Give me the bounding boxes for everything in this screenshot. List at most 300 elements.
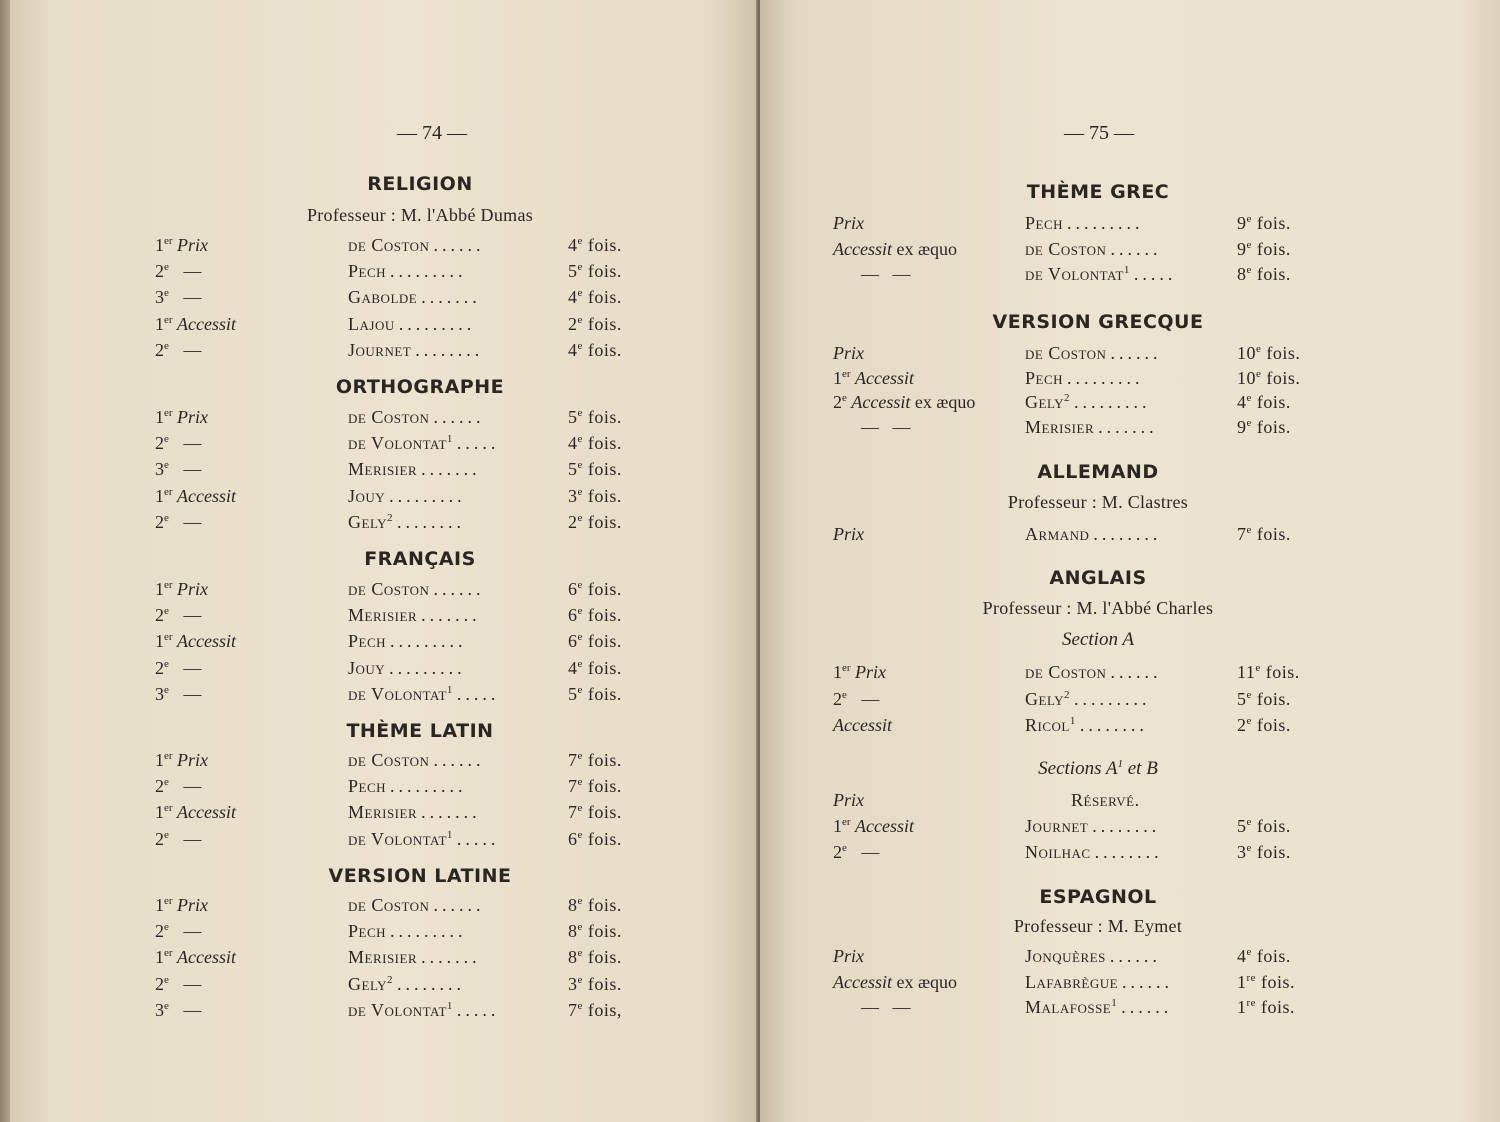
section-title: VERSION GRECQUE (992, 311, 1204, 333)
student-name (1025, 842, 1163, 863)
student-name-text: Lafabrègue (1025, 971, 1119, 992)
student-name (1025, 662, 1161, 683)
student-name (348, 287, 481, 308)
times-word: fois. (1256, 688, 1291, 709)
student-name-text: de Coston (348, 235, 430, 255)
prize-rank (155, 1000, 201, 1021)
rank-ordinal: 1 (833, 662, 842, 682)
award-label: Accessit (833, 715, 892, 735)
times-word: fois. (587, 895, 622, 915)
leader-dots: ....... (421, 802, 481, 823)
times-number: 5 (568, 683, 578, 704)
times-number: 6 (568, 631, 578, 652)
student-name-text: de Coston (1025, 662, 1107, 682)
left-page (10, 0, 758, 1122)
times-number: 4 (568, 235, 578, 255)
times-count (1237, 368, 1300, 389)
superscript: e (577, 802, 583, 815)
superscript: er (164, 750, 173, 762)
times-count (568, 605, 622, 626)
award-label: — (861, 842, 880, 862)
superscript: e (1246, 842, 1252, 854)
leader-dots: ........ (1094, 842, 1163, 862)
prize-row (155, 605, 715, 629)
award-label: — (183, 605, 202, 626)
times-count (1237, 715, 1291, 736)
student-name (348, 340, 483, 361)
student-name (1025, 689, 1150, 710)
leader-dots: ...... (433, 407, 485, 427)
times-number: 7 (568, 750, 578, 770)
award-label: — (183, 999, 202, 1020)
prize-rank (155, 459, 201, 480)
times-word: fois. (1256, 816, 1291, 836)
award-label: Accessit (177, 485, 237, 506)
times-count (568, 235, 622, 256)
superscript: e (164, 339, 169, 352)
student-name-text: de Volontat (348, 999, 447, 1020)
student-name (348, 921, 467, 942)
section-title: VERSION LATINE (328, 865, 512, 887)
superscript: e (164, 261, 169, 274)
superscript: e (1256, 343, 1262, 355)
superscript: 1 (446, 828, 453, 841)
award-label: — — (861, 264, 911, 284)
prize-row (833, 213, 1413, 237)
award-label: — (183, 511, 202, 532)
times-number: 2 (568, 313, 578, 334)
student-name-text: de Coston (348, 407, 430, 427)
rank-ordinal: 1 (155, 750, 164, 770)
times-count (568, 1000, 622, 1021)
rank-ordinal: 2 (155, 511, 164, 532)
prize-rank (155, 261, 201, 282)
prize-rank (155, 684, 201, 705)
superscript: e (1246, 416, 1252, 429)
award-label: Prix (177, 407, 209, 427)
times-word: fois. (587, 511, 622, 532)
student-name-text: Jouy (348, 657, 386, 678)
times-word: fois. (587, 973, 622, 994)
prize-row (155, 631, 715, 655)
superscript: e (577, 895, 583, 907)
leader-dots: ..... (1133, 264, 1177, 284)
section-title: ANGLAIS (1049, 567, 1147, 589)
prize-rank (155, 658, 201, 679)
prize-row (833, 264, 1413, 288)
prize-rank (155, 579, 208, 600)
times-word: fois. (1266, 343, 1301, 363)
rank-ordinal: 3 (155, 287, 164, 308)
superscript: e (577, 579, 583, 591)
times-word: fois. (587, 313, 622, 334)
award-label: Accessit (177, 631, 237, 652)
prize-row (833, 417, 1413, 441)
superscript: er (164, 947, 173, 960)
superscript: e (577, 657, 583, 670)
superscript: re (1246, 997, 1257, 1009)
prize-row (833, 946, 1413, 970)
times-number: 7 (568, 802, 578, 823)
award-label: Prix (833, 946, 864, 966)
times-count (568, 895, 622, 916)
leader-dots: ...... (433, 235, 485, 255)
times-word: fois. (1261, 997, 1296, 1017)
superscript: e (164, 459, 169, 472)
times-word: fois. (587, 459, 622, 480)
superscript: er (842, 662, 851, 674)
award-label: — (183, 339, 202, 360)
times-word: fois. (587, 683, 622, 704)
times-word: fois. (1256, 946, 1291, 966)
times-count (1237, 417, 1291, 438)
superscript: er (164, 631, 173, 644)
subsection-text-end: et B (1127, 758, 1158, 779)
leader-dots: ........ (415, 339, 484, 360)
prize-rank (155, 802, 236, 823)
prize-rank (833, 524, 864, 545)
rank-ordinal: 2 (155, 433, 164, 454)
prize-rank (833, 264, 911, 285)
student-name (348, 776, 467, 797)
prize-row (833, 368, 1413, 392)
student-name-text: Jouy (348, 485, 386, 506)
prize-rank (155, 287, 201, 308)
student-name (348, 947, 481, 968)
subsection-text: Sections A (1038, 758, 1118, 779)
superscript: e (577, 973, 583, 986)
times-number: 2 (568, 511, 578, 532)
rank-ordinal: 1 (155, 579, 164, 599)
times-count (568, 433, 622, 454)
superscript: e (164, 828, 169, 841)
superscript: e (577, 287, 583, 300)
student-name (1025, 972, 1173, 993)
section-title: ORTHOGRAPHE (335, 376, 505, 398)
times-count (1237, 213, 1291, 234)
times-number: 9 (1237, 416, 1247, 437)
superscript: e (577, 605, 583, 618)
prize-rank (155, 776, 201, 797)
times-word: fois. (587, 921, 622, 942)
times-word: fois. (587, 657, 622, 678)
superscript: e (577, 459, 583, 472)
prize-rank (833, 213, 864, 234)
student-name (1025, 524, 1161, 545)
superscript: e (577, 776, 583, 789)
student-name (1025, 816, 1160, 837)
superscript: e (577, 407, 583, 419)
superscript: er (164, 579, 173, 591)
superscript: 2 (386, 511, 393, 524)
professor-line: Professeur : M. Clastres (1007, 492, 1189, 512)
times-count (568, 486, 622, 507)
prize-rank (155, 921, 201, 942)
times-count (568, 974, 622, 995)
times-number: 7 (1237, 524, 1247, 544)
award-label: Accessit (177, 313, 237, 334)
leader-dots: ......... (398, 313, 476, 334)
award-label: — — (861, 416, 911, 437)
superscript: 1 (1117, 758, 1123, 770)
student-name (1025, 997, 1172, 1018)
prize-row (155, 776, 715, 800)
award-label: Accessit (855, 816, 915, 836)
section-title: THÈME LATIN (346, 720, 494, 742)
times-number: 1 (1237, 971, 1247, 992)
superscript: er (164, 485, 173, 498)
award-label: Prix (855, 662, 887, 682)
times-count (1237, 343, 1300, 364)
student-name-text: Merisier (348, 605, 418, 626)
prize-row (155, 512, 715, 536)
award-label: Prix (177, 235, 209, 255)
student-name-text: Pech (1025, 213, 1064, 233)
superscript: e (577, 261, 583, 274)
times-word: fois. (587, 339, 622, 360)
prize-row (833, 524, 1413, 548)
times-word: fois. (587, 287, 622, 308)
superscript: er (842, 816, 851, 828)
student-name-text: Merisier (348, 459, 418, 480)
times-word: fois. (587, 407, 622, 427)
times-word: fois. (1256, 238, 1291, 259)
student-name-text: Pech (348, 921, 387, 942)
rank-ordinal: 1 (155, 407, 164, 427)
leader-dots: ......... (390, 631, 467, 652)
student-name-text: de Volontat (1025, 264, 1124, 284)
leader-dots: ......... (390, 921, 467, 942)
student-name-text: Merisier (348, 802, 418, 823)
times-number: 9 (1237, 213, 1247, 233)
superscript: e (1255, 662, 1261, 674)
student-name (348, 261, 467, 282)
superscript: 2 (1063, 688, 1070, 701)
student-name-text: Gely (348, 973, 387, 994)
rank-ordinal: 3 (155, 683, 164, 704)
award-label: Prix (833, 213, 864, 233)
leader-dots: ..... (456, 999, 500, 1020)
times-count (1237, 816, 1291, 837)
rank-ordinal: 1 (155, 895, 164, 915)
student-name (348, 512, 465, 533)
rank-ordinal: 1 (155, 802, 164, 823)
ex-aequo-label: ex æquo (914, 392, 976, 412)
times-number: 3 (568, 973, 578, 994)
times-number: 4 (1237, 946, 1247, 966)
prize-row (155, 974, 715, 998)
prize-rank (833, 997, 911, 1018)
student-name (348, 829, 499, 850)
times-number: 2 (1237, 715, 1247, 735)
award-label: Accessit (855, 367, 915, 388)
student-name-text: Réservé. (1071, 790, 1140, 810)
prize-rank (155, 974, 201, 995)
student-name (348, 605, 481, 626)
prize-rank (833, 972, 957, 993)
leader-dots: ......... (1073, 392, 1151, 412)
student-name-text: Merisier (348, 947, 418, 968)
leader-dots: ........ (396, 973, 465, 994)
rank-ordinal: 1 (833, 816, 842, 836)
student-name-text: Malafosse (1025, 997, 1112, 1017)
times-number: 4 (568, 657, 578, 678)
prize-rank (833, 715, 892, 736)
leader-dots: ....... (421, 947, 481, 968)
student-name-text: de Coston (348, 579, 430, 599)
leader-dots: ......... (389, 657, 466, 678)
student-name-text: Journet (348, 339, 412, 360)
student-name-text: Pech (348, 631, 387, 652)
student-name (348, 750, 484, 771)
student-name-text: Gabolde (348, 287, 418, 308)
times-number: 8 (568, 947, 578, 968)
superscript: 1 (1111, 997, 1118, 1009)
page-number: — 74 — (397, 122, 467, 144)
times-word: fois. (1256, 524, 1291, 544)
times-count (568, 459, 622, 480)
leader-dots: ...... (433, 750, 485, 770)
prize-row (155, 486, 715, 510)
student-name-text: Pech (348, 261, 387, 282)
superscript: e (164, 973, 169, 986)
student-name (1025, 392, 1150, 413)
leader-dots: ..... (456, 828, 500, 849)
times-count (1237, 524, 1291, 545)
professor-line: Professeur : M. Eymet (1013, 916, 1183, 936)
award-label: Prix (177, 750, 209, 770)
student-name (1025, 715, 1148, 736)
subsection-title: Section A (1062, 629, 1134, 650)
times-word: fois. (1256, 213, 1291, 233)
prize-row (155, 750, 715, 774)
rank-ordinal: 2 (155, 776, 164, 797)
prize-rank (833, 790, 864, 811)
times-count (1237, 689, 1291, 710)
prize-rank (155, 407, 208, 428)
page-number: — 75 — (1064, 122, 1134, 144)
rank-ordinal: 2 (155, 339, 164, 360)
times-word: fois. (587, 579, 622, 599)
superscript: 1 (1069, 715, 1076, 727)
rank-ordinal: 3 (155, 459, 164, 480)
superscript: e (577, 999, 583, 1012)
superscript: re (1246, 971, 1257, 984)
times-number: 10 (1237, 343, 1256, 363)
superscript: e (577, 683, 583, 696)
prize-rank (155, 829, 201, 850)
prize-row (155, 314, 715, 338)
student-name (348, 433, 499, 454)
prize-rank (155, 235, 208, 256)
prize-rank (155, 340, 201, 361)
prize-row (155, 459, 715, 483)
student-name-text: de Volontat (348, 433, 447, 454)
times-number: 8 (568, 921, 578, 942)
times-word: fois. (587, 485, 622, 506)
student-name-text: de Volontat (348, 828, 447, 849)
award-label: Prix (177, 579, 209, 599)
times-number: 6 (568, 828, 578, 849)
times-number: 5 (1237, 816, 1247, 836)
award-label: Prix (833, 524, 864, 544)
award-label: — (183, 828, 202, 849)
superscript: e (577, 750, 583, 762)
times-number: 4 (568, 339, 578, 360)
prize-row (833, 972, 1413, 996)
prize-row (833, 715, 1413, 739)
times-number: 5 (568, 261, 578, 282)
award-label: Accessit (833, 238, 892, 259)
times-count (1237, 392, 1291, 413)
superscript: e (1246, 946, 1252, 958)
prize-rank (155, 750, 208, 771)
times-word: fois. (1256, 416, 1291, 437)
leader-dots: ......... (1067, 213, 1144, 233)
section-title: RELIGION (367, 173, 473, 195)
student-name (1025, 213, 1144, 234)
student-name (348, 802, 481, 823)
times-number: 6 (568, 605, 578, 626)
leader-dots: ...... (1109, 946, 1161, 966)
superscript: e (164, 287, 169, 300)
student-name-text: de Coston (348, 895, 430, 915)
prize-row (155, 235, 715, 259)
student-name (1025, 946, 1161, 967)
prize-rank (155, 486, 236, 507)
times-count (568, 407, 622, 428)
prize-rank (155, 314, 236, 335)
times-word: fois. (587, 605, 622, 626)
leader-dots: ........ (1093, 524, 1162, 544)
superscript: 1 (1123, 264, 1130, 276)
leader-dots: ....... (421, 605, 481, 626)
superscript: e (1256, 367, 1262, 380)
superscript: e (577, 511, 583, 524)
superscript: 2 (386, 973, 393, 986)
prize-row (155, 1000, 715, 1024)
ex-aequo-label: ex æquo (896, 238, 957, 259)
times-count (568, 261, 622, 282)
student-name (348, 1000, 499, 1021)
superscript: er (842, 367, 851, 380)
student-name-text: de Coston (1025, 238, 1107, 259)
rank-ordinal: 2 (155, 657, 164, 678)
prize-row (833, 239, 1413, 263)
superscript: e (577, 235, 583, 247)
award-label: — (183, 261, 202, 282)
leader-dots: ....... (1098, 416, 1158, 437)
student-name (1025, 264, 1176, 285)
student-name (348, 486, 466, 507)
award-label: — — (861, 997, 911, 1017)
superscript: e (1246, 392, 1252, 404)
student-name (348, 974, 465, 995)
student-name-text: Pech (1025, 367, 1064, 388)
times-number: 1 (1237, 997, 1247, 1017)
times-number: 9 (1237, 238, 1247, 259)
award-label: — (183, 433, 202, 454)
times-number: 3 (1237, 842, 1247, 862)
section-title: ESPAGNOL (1039, 886, 1157, 908)
award-label: Prix (833, 790, 864, 810)
rank-ordinal: 2 (155, 828, 164, 849)
times-word: fois. (587, 631, 622, 652)
student-name-text: Jonquères (1025, 946, 1106, 966)
times-word: fois. (587, 776, 622, 797)
prize-row (155, 433, 715, 457)
student-name (1071, 790, 1140, 811)
